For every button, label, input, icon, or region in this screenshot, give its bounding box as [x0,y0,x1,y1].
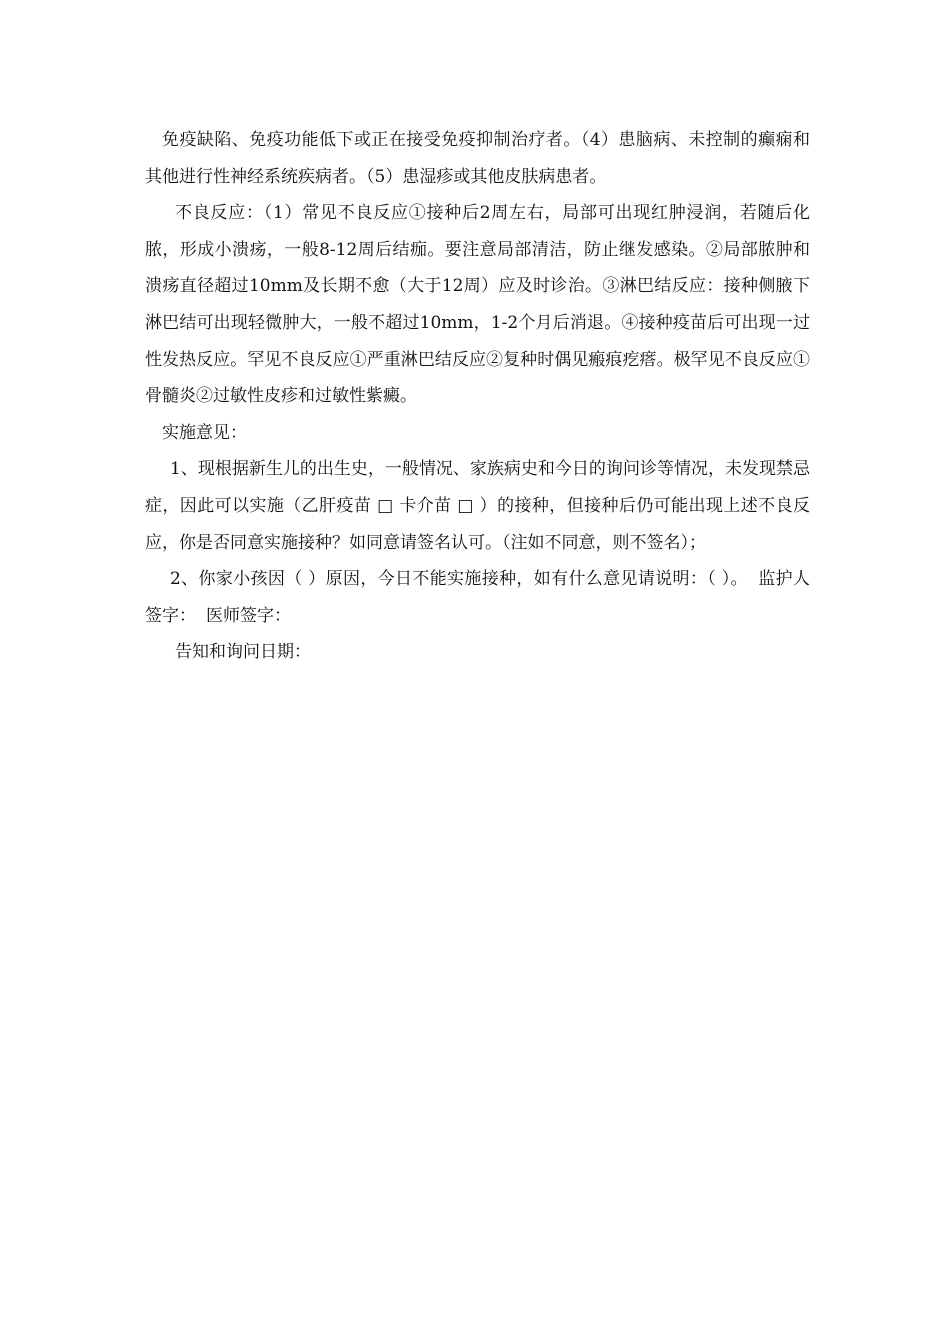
refusal-reason-text: 2、你家小孩因（ ）原因，今日不能实施接种，如有什么意见请说明：（ ）。 [170,569,748,590]
contraindications-paragraph: 免疫缺陷、免疫功能低下或正在接受免疫抑制治疗者。（4）患脑病、未控制的癫痫和其他进行性神经系统疾病者。（5）患湿疹或其他皮肤病患者。 [145,130,810,187]
document-body [145,122,810,671]
notification-date-label: 告知和询问日期： [175,642,311,663]
doctor-signature-label: 医师签字： [206,605,291,626]
refusal-reason-paragraph [145,561,810,634]
guardian-signature-label: 监护人签字： [145,569,810,626]
implementation-opinion-heading: 实施意见： [162,422,247,443]
consent-paragraph: 1、现根据新生儿的出生史，一般情况、家族病史和今日的询问诊等情况，未发现禁忌症，因此可以实施（乙肝疫苗 □ 卡介苗 □ ）的接种，但接种后仍可能出现上述不良反应，你是否同意实施接种？如同意请签名认可。（注如不同意，则不签名）； [145,459,810,553]
adverse-reactions-paragraph: 不良反应：（1）常见不良反应①接种后2周左右，局部可出现红肿浸润，若随后化脓，形成小溃疡，一般8-12周后结痂。要注意局部清洁，防止继发感染。②局部脓肿和溃疡直径超过10mm及长期不愈（大于12周）应及时诊治。③淋巴结反应：接种侧腋下淋巴结可出现轻微肿大，一般不超过10mm，1-2个月后消退。④接种疫苗后可出现一过性发热反应。罕见不良反应①严重淋巴结反应②复种时偶见瘢痕疙瘩。极罕见不良反应①骨髓炎②过敏性皮疹和过敏性紫癜。 [145,203,810,407]
